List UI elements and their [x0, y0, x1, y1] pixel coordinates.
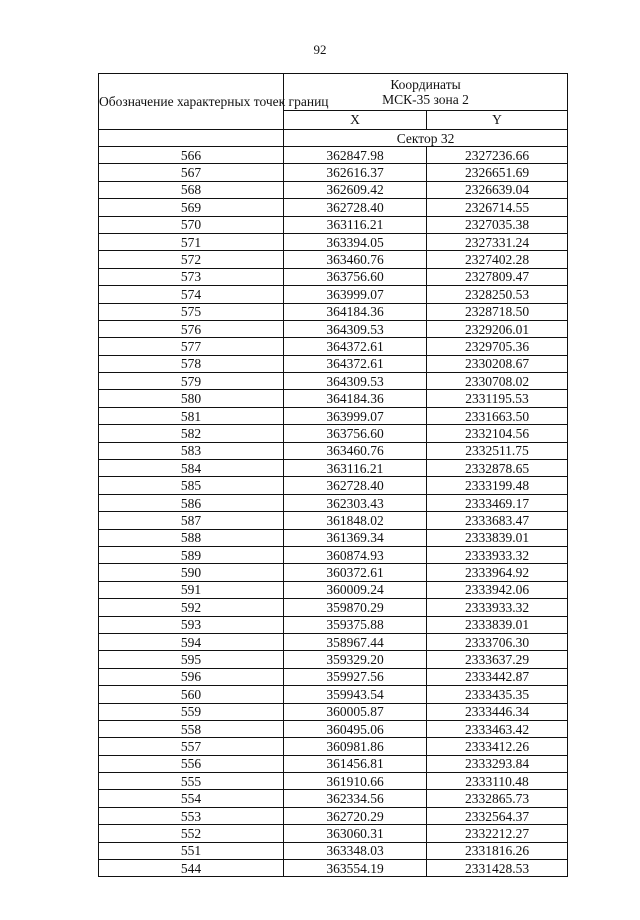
table-row — [99, 390, 568, 407]
x-coordinate-cell: 364309.53 — [284, 373, 427, 390]
table-row — [99, 320, 568, 337]
x-coordinate-cell: 363554.19 — [284, 860, 427, 877]
x-coordinate-cell: 363348.03 — [284, 842, 427, 859]
point-id-cell: 583 — [99, 442, 284, 459]
y-coordinate-cell: 2333933.32 — [427, 599, 568, 616]
y-coordinate-cell: 2331816.26 — [427, 842, 568, 859]
x-coordinate-cell: 361910.66 — [284, 773, 427, 790]
y-coordinate-cell: 2331663.50 — [427, 407, 568, 424]
table-row — [99, 373, 568, 390]
x-coordinate-cell: 364184.36 — [284, 390, 427, 407]
point-id-cell: 591 — [99, 581, 284, 598]
point-id-cell: 555 — [99, 773, 284, 790]
y-coordinate-cell: 2333293.84 — [427, 755, 568, 772]
table-header — [99, 74, 568, 130]
x-coordinate-cell: 363394.05 — [284, 233, 427, 250]
table-row — [99, 807, 568, 824]
y-coordinate-cell: 2333435.35 — [427, 686, 568, 703]
table-row — [99, 425, 568, 442]
point-id-cell: 556 — [99, 755, 284, 772]
x-coordinate-cell: 363116.21 — [284, 460, 427, 477]
table-row — [99, 477, 568, 494]
point-id-cell: 579 — [99, 373, 284, 390]
x-coordinate-cell: 359943.54 — [284, 686, 427, 703]
y-coordinate-cell: 2333839.01 — [427, 616, 568, 633]
x-coordinate-cell: 359927.56 — [284, 668, 427, 685]
point-id-cell: 559 — [99, 703, 284, 720]
coordinate-system: МСК-35 зона 2 — [382, 92, 469, 107]
point-id-cell: 557 — [99, 738, 284, 755]
point-id-cell: 593 — [99, 616, 284, 633]
point-id-cell: 569 — [99, 199, 284, 216]
x-coordinate-cell: 360372.61 — [284, 564, 427, 581]
x-coordinate-cell: 358967.44 — [284, 633, 427, 650]
y-coordinate-cell: 2333110.48 — [427, 773, 568, 790]
point-id-cell: 594 — [99, 633, 284, 650]
coordinates-title: Координаты — [390, 77, 461, 92]
table-row — [99, 738, 568, 755]
point-id-cell: 553 — [99, 807, 284, 824]
point-id-cell: 566 — [99, 147, 284, 164]
y-coordinate-cell: 2330208.67 — [427, 355, 568, 372]
table-row — [99, 251, 568, 268]
point-id-cell: 590 — [99, 564, 284, 581]
point-id-cell: 592 — [99, 599, 284, 616]
x-coordinate-cell: 359870.29 — [284, 599, 427, 616]
point-id-cell: 577 — [99, 338, 284, 355]
x-coordinate-cell: 359375.88 — [284, 616, 427, 633]
y-coordinate-cell: 2333933.32 — [427, 546, 568, 563]
table-row — [99, 286, 568, 303]
x-coordinate-cell: 360495.06 — [284, 720, 427, 737]
x-coordinate-cell: 364184.36 — [284, 303, 427, 320]
table-row — [99, 442, 568, 459]
table-row — [99, 668, 568, 685]
table-row — [99, 860, 568, 877]
point-id-cell: 573 — [99, 268, 284, 285]
x-coordinate-cell: 360981.86 — [284, 738, 427, 755]
y-coordinate-cell: 2328718.50 — [427, 303, 568, 320]
point-id-cell: 584 — [99, 460, 284, 477]
y-coordinate-cell: 2333964.92 — [427, 564, 568, 581]
y-coordinate-cell: 2331428.53 — [427, 860, 568, 877]
x-coordinate-cell: 362720.29 — [284, 807, 427, 824]
x-coordinate-cell: 362728.40 — [284, 199, 427, 216]
x-coordinate-cell: 363756.60 — [284, 268, 427, 285]
x-coordinate-cell: 362609.42 — [284, 181, 427, 198]
point-designation-header: Обозначение характерных точек границ — [99, 74, 284, 130]
y-coordinate-cell: 2326714.55 — [427, 199, 568, 216]
x-coordinate-cell: 364372.61 — [284, 355, 427, 372]
y-coordinate-cell: 2329705.36 — [427, 338, 568, 355]
point-id-cell: 586 — [99, 494, 284, 511]
x-coordinate-cell: 361848.02 — [284, 512, 427, 529]
point-id-cell: 571 — [99, 233, 284, 250]
point-id-cell: 589 — [99, 546, 284, 563]
y-coordinate-cell: 2326651.69 — [427, 164, 568, 181]
point-id-cell: 574 — [99, 286, 284, 303]
x-coordinate-cell: 362303.43 — [284, 494, 427, 511]
coordinates-table — [98, 73, 568, 877]
x-coordinate-cell: 360874.93 — [284, 546, 427, 563]
x-coordinate-cell: 363116.21 — [284, 216, 427, 233]
x-coordinate-cell: 363060.31 — [284, 825, 427, 842]
point-id-cell: 578 — [99, 355, 284, 372]
y-coordinate-cell: 2333199.48 — [427, 477, 568, 494]
sector-label: Сектор 32 — [396, 130, 455, 146]
y-coordinate-cell: 2333442.87 — [427, 668, 568, 685]
y-coordinate-cell: 2330708.02 — [427, 373, 568, 390]
point-id-cell: 544 — [99, 860, 284, 877]
y-coordinate-cell: 2332878.65 — [427, 460, 568, 477]
table-row — [99, 581, 568, 598]
x-coordinate-cell: 363999.07 — [284, 407, 427, 424]
table-row — [99, 529, 568, 546]
point-id-cell: 596 — [99, 668, 284, 685]
y-coordinate-cell: 2331195.53 — [427, 390, 568, 407]
point-id-cell: 567 — [99, 164, 284, 181]
y-coordinate-cell: 2332564.37 — [427, 807, 568, 824]
y-coordinate-cell: 2328250.53 — [427, 286, 568, 303]
point-id-cell: 558 — [99, 720, 284, 737]
y-coordinate-cell: 2333942.06 — [427, 581, 568, 598]
point-id-cell: 582 — [99, 425, 284, 442]
table-row — [99, 825, 568, 842]
y-coordinate-cell: 2333637.29 — [427, 651, 568, 668]
x-coordinate-cell: 361456.81 — [284, 755, 427, 772]
x-coordinate-cell: 360009.24 — [284, 581, 427, 598]
y-coordinate-cell: 2333839.01 — [427, 529, 568, 546]
table-row — [99, 842, 568, 859]
table-row — [99, 703, 568, 720]
table-row — [99, 633, 568, 650]
table-row — [99, 616, 568, 633]
table-row — [99, 268, 568, 285]
table-row — [99, 216, 568, 233]
y-coordinate-cell: 2333469.17 — [427, 494, 568, 511]
y-coordinate-cell: 2332511.75 — [427, 442, 568, 459]
table-row — [99, 546, 568, 563]
y-column-header: Y — [427, 111, 568, 130]
sector-row — [99, 130, 568, 147]
point-id-cell: 576 — [99, 320, 284, 337]
table-row — [99, 564, 568, 581]
point-id-cell: 551 — [99, 842, 284, 859]
x-coordinate-cell: 362728.40 — [284, 477, 427, 494]
table-row — [99, 755, 568, 772]
y-coordinate-cell: 2327402.28 — [427, 251, 568, 268]
x-column-header: X — [284, 111, 427, 130]
point-id-cell: 580 — [99, 390, 284, 407]
page-number: 92 — [313, 42, 327, 57]
table-row — [99, 407, 568, 424]
table-row — [99, 181, 568, 198]
table-row — [99, 599, 568, 616]
x-coordinate-cell: 360005.87 — [284, 703, 427, 720]
point-id-cell: 554 — [99, 790, 284, 807]
y-coordinate-cell: 2332212.27 — [427, 825, 568, 842]
table-row — [99, 199, 568, 216]
y-coordinate-cell: 2332865.73 — [427, 790, 568, 807]
table-row — [99, 512, 568, 529]
x-coordinate-cell: 364372.61 — [284, 338, 427, 355]
x-coordinate-cell: 363999.07 — [284, 286, 427, 303]
point-id-cell: 581 — [99, 407, 284, 424]
table-row — [99, 460, 568, 477]
table-row — [99, 651, 568, 668]
point-id-cell: 587 — [99, 512, 284, 529]
x-coordinate-cell: 359329.20 — [284, 651, 427, 668]
table-row — [99, 494, 568, 511]
y-coordinate-cell: 2333683.47 — [427, 512, 568, 529]
x-coordinate-cell: 362847.98 — [284, 147, 427, 164]
y-coordinate-cell: 2327035.38 — [427, 216, 568, 233]
x-coordinate-cell: 362334.56 — [284, 790, 427, 807]
table-row — [99, 233, 568, 250]
point-id-cell: 595 — [99, 651, 284, 668]
table-row — [99, 164, 568, 181]
table-row — [99, 303, 568, 320]
x-coordinate-cell: 361369.34 — [284, 529, 427, 546]
y-coordinate-cell: 2327809.47 — [427, 268, 568, 285]
table-body — [99, 147, 568, 877]
y-coordinate-cell: 2327331.24 — [427, 233, 568, 250]
y-coordinate-cell: 2327236.66 — [427, 147, 568, 164]
x-coordinate-cell: 363756.60 — [284, 425, 427, 442]
point-id-cell: 572 — [99, 251, 284, 268]
point-id-cell: 568 — [99, 181, 284, 198]
table-row — [99, 790, 568, 807]
point-id-cell: 585 — [99, 477, 284, 494]
y-coordinate-cell: 2333463.42 — [427, 720, 568, 737]
point-id-cell: 552 — [99, 825, 284, 842]
point-id-cell: 570 — [99, 216, 284, 233]
y-coordinate-cell: 2333706.30 — [427, 633, 568, 650]
x-coordinate-cell: 364309.53 — [284, 320, 427, 337]
y-coordinate-cell: 2326639.04 — [427, 181, 568, 198]
table-row — [99, 720, 568, 737]
y-coordinate-cell: 2333412.26 — [427, 738, 568, 755]
table-row — [99, 686, 568, 703]
point-id-cell: 575 — [99, 303, 284, 320]
table-row — [99, 147, 568, 164]
y-coordinate-cell: 2329206.01 — [427, 320, 568, 337]
y-coordinate-cell: 2332104.56 — [427, 425, 568, 442]
point-id-cell: 588 — [99, 529, 284, 546]
table-row — [99, 338, 568, 355]
y-coordinate-cell: 2333446.34 — [427, 703, 568, 720]
table-row — [99, 773, 568, 790]
table-row — [99, 355, 568, 372]
x-coordinate-cell: 363460.76 — [284, 442, 427, 459]
x-coordinate-cell: 362616.37 — [284, 164, 427, 181]
point-id-cell: 560 — [99, 686, 284, 703]
x-coordinate-cell: 363460.76 — [284, 251, 427, 268]
